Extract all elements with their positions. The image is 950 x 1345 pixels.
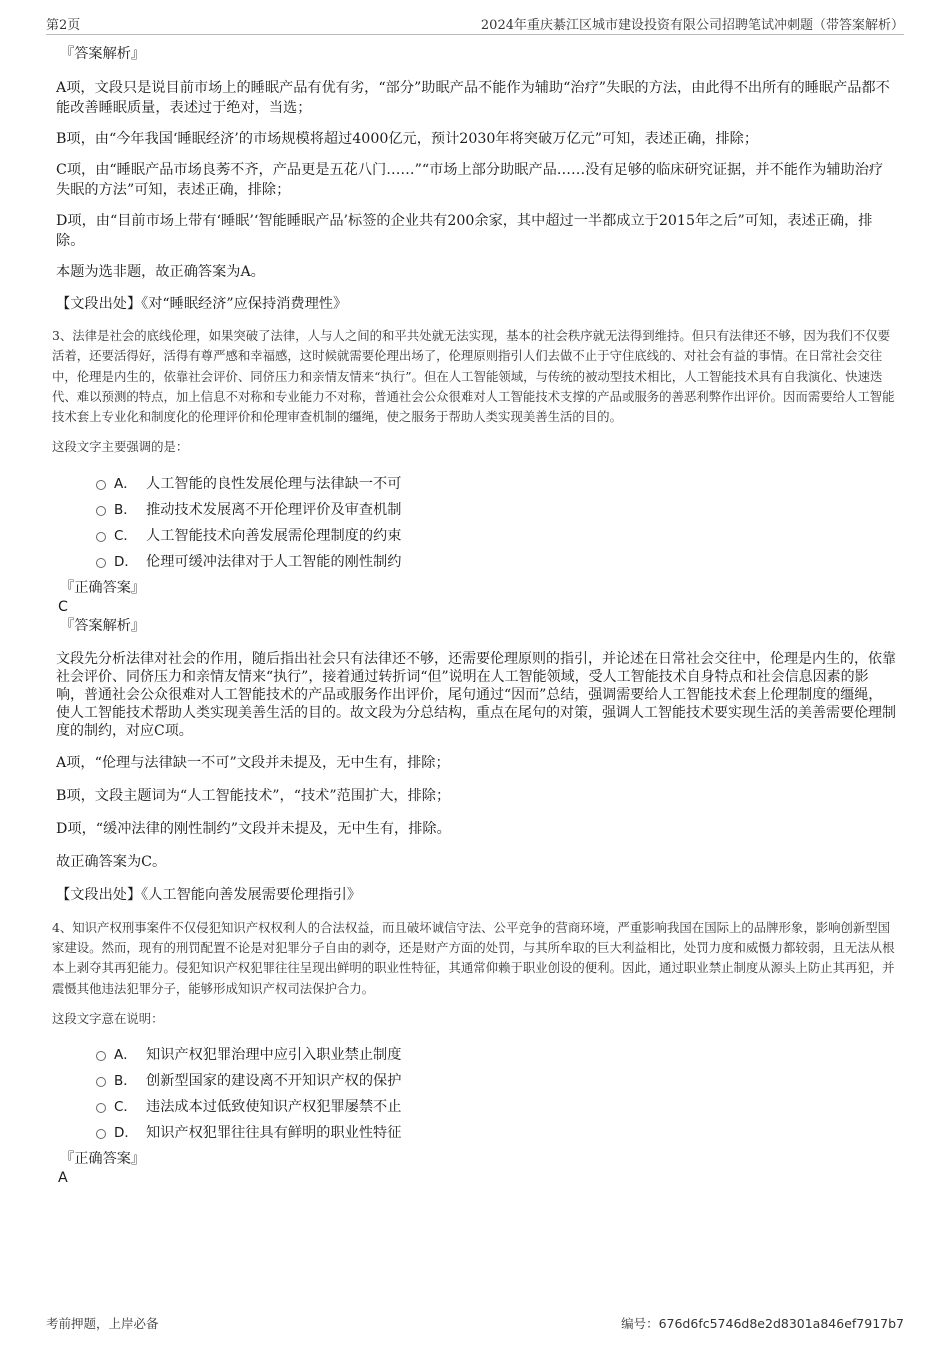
q4-answer: A — [58, 1170, 68, 1187]
page-header — [46, 14, 904, 35]
q3-analysis-b: B项，文段主题词为“人工智能技术”，“技术”范围扩大，排除； — [56, 787, 451, 804]
q3-analysis-main: 文段先分析法律对社会的作用，随后指出社会只有法律还不够，还需要伦理原则的指引，并论述在日常社会交往中，伦理是内生的，依靠社会评价、同侪压力和亲情友情来“执行”，接着通过转折词“但”说明在人工智能领域，受人工智能技术自身特点和社会信息因素的影响，普通社会公众很难对人工智能技术的产品或服务作出评价，尾句通过“因而”总结，强调需要给人工智能技术套上伦理制度的缰绳，使人工智能技术帮助人类实现美善生活的目的。故文段为分总结构，重点在尾句的对策，强调人工智能技术要实现生活的美善需要伦理制度的制约，对应C项。 — [56, 650, 896, 739]
q4-option-a[interactable]: A． 知识产权犯罪治理中应引入职业禁止制度 — [96, 1045, 896, 1071]
q2-analysis-d: D项，由“目前市场上带有‘睡眠’‘智能睡眠产品’标签的企业共有200余家，其中超过一半都成立于2015年之后”可知，表述正确，排除。 — [56, 213, 873, 249]
q4-option-b[interactable]: B． 创新型国家的建设离不开知识产权的保护 — [96, 1071, 896, 1097]
q3-answer: C — [58, 598, 68, 615]
q4-options — [56, 1045, 896, 1149]
radio-icon[interactable] — [96, 1051, 106, 1061]
q3-option-a[interactable]: A． 人工智能的良性发展伦理与法律缺一不可 — [96, 474, 896, 500]
radio-icon[interactable] — [96, 480, 106, 490]
q3-analysis-label: 『答案解析』 — [60, 617, 146, 634]
q3-stem: 这段文字主要强调的是： — [52, 439, 189, 455]
radio-icon[interactable] — [96, 506, 106, 516]
q2-conclusion: 本题为选非题，故正确答案为A。 — [56, 264, 265, 280]
q3-analysis-a: A项，“伦理与法律缺一不可”文段并未提及，无中生有，排除； — [56, 754, 450, 771]
page-footer — [46, 1314, 904, 1332]
q2-analysis-a: A项，文段只是说目前市场上的睡眠产品有优有劣，“部分”助眠产品不能作为辅助“治疗”失眠的方法，由此得不出所有的睡眠产品都不能改善睡眠质量，表述过于绝对，当选； — [56, 80, 890, 116]
q3-conclusion: 故正确答案为C。 — [56, 853, 167, 870]
q3-option-c[interactable]: C． 人工智能技术向善发展需伦理制度的约束 — [96, 526, 896, 552]
q3-analysis-d: D项，“缓冲法律的刚性制约”文段并未提及，无中生有，排除。 — [56, 820, 451, 837]
radio-icon[interactable] — [96, 1077, 106, 1087]
q3-passage: 3、法律是社会的底线伦理，如果突破了法律，人与人之间的和平共处就无法实现，基本的社会秩序就无法得到维持。但只有法律还不够，因为我们不仅要活着，还要活得好，活得有尊严感和幸福感，这时候就需要伦理出场了，伦理原则指引人们去做不止于守住底线的、对社会有益的事情。在日常社会交往中，伦理是内生的，依靠社会评价、同侪压力和亲情友情来“执行”。但在人工智能领域，与传统的被动型技术相比，人工智能技术具有自我演化、快速迭代、难以预测的特点，加上信息不对称和专业能力不对称，普通社会公众很难对人工智能技术支撑的产品或服务的善恶利弊作出评价。因而需要给人工智能技术套上专业化和制度化的伦理评价和伦理审查机制的缰绳，使之服务于帮助人类实现美善生活的目的。 — [52, 328, 895, 425]
q3-option-b[interactable]: B． 推动技术发展离不开伦理评价及审查机制 — [96, 500, 896, 526]
q2-source: 【文段出处】《对“睡眠经济”应保持消费理性》 — [56, 296, 348, 312]
q3-options — [56, 474, 896, 578]
document-code: 编号：676d6fc5746d8e2d8301a846ef7917b7 — [621, 1316, 904, 1331]
footer-slogan: 考前押题，上岸必备 — [46, 1316, 159, 1331]
q4-option-d[interactable]: D． 知识产权犯罪往往具有鲜明的职业性特征 — [96, 1123, 896, 1149]
q4-stem: 这段文字意在说明： — [52, 1010, 164, 1026]
q4-passage: 4、知识产权刑事案件不仅侵犯知识产权权利人的合法权益，而且破坏诚信守法、公平竞争的营商环境，严重影响我国在国际上的品牌形象，影响创新型国家建设。然而，现有的刑罚配置不论是对犯罪分子自由的剥夺，还是财产方面的处罚，与其所牟取的巨大利益相比，处罚力度和威慑力都较弱，且无法从根本上剥夺其再犯能力。侵犯知识产权犯罪往往呈现出鲜明的职业性特征，其通常仰赖于职业创设的便利。因此，通过职业禁止制度从源头上防止其再犯，并震慑其他违法犯罪分子，能够形成知识产权司法保护合力。 — [52, 919, 895, 996]
q2-analysis-b: B项，由“今年我国‘睡眠经济’的市场规模将超过4000亿元，预计2030年将突破万亿元”可知，表述正确，排除； — [56, 131, 759, 147]
radio-icon[interactable] — [96, 1129, 106, 1139]
page-number: 第2页 — [46, 18, 81, 33]
radio-icon[interactable] — [96, 1103, 106, 1113]
q3-source: 【文段出处】《人工智能向善发展需要伦理指引》 — [56, 886, 362, 903]
page-content — [52, 44, 896, 1187]
radio-icon[interactable] — [96, 558, 106, 568]
q3-answer-label: 『正确答案』 — [60, 579, 146, 596]
q2-analysis-c: C项，由“睡眠产品市场良莠不齐，产品更是五花八门……”“市场上部分助眠产品……没有足够的临床研究证据，并不能作为辅助治疗失眠的方法”可知，表述正确，排除； — [56, 162, 884, 198]
q4-option-c[interactable]: C． 违法成本过低致使知识产权犯罪屡禁不止 — [96, 1097, 896, 1123]
q3-option-d[interactable]: D． 伦理可缓冲法律对于人工智能的刚性制约 — [96, 552, 896, 578]
q2-analysis-label: 『答案解析』 — [60, 46, 146, 62]
document-title: 2024年重庆綦江区城市建设投资有限公司招聘笔试冲刺题（带答案解析） — [480, 18, 904, 33]
q4-answer-label: 『正确答案』 — [60, 1151, 146, 1168]
radio-icon[interactable] — [96, 532, 106, 542]
